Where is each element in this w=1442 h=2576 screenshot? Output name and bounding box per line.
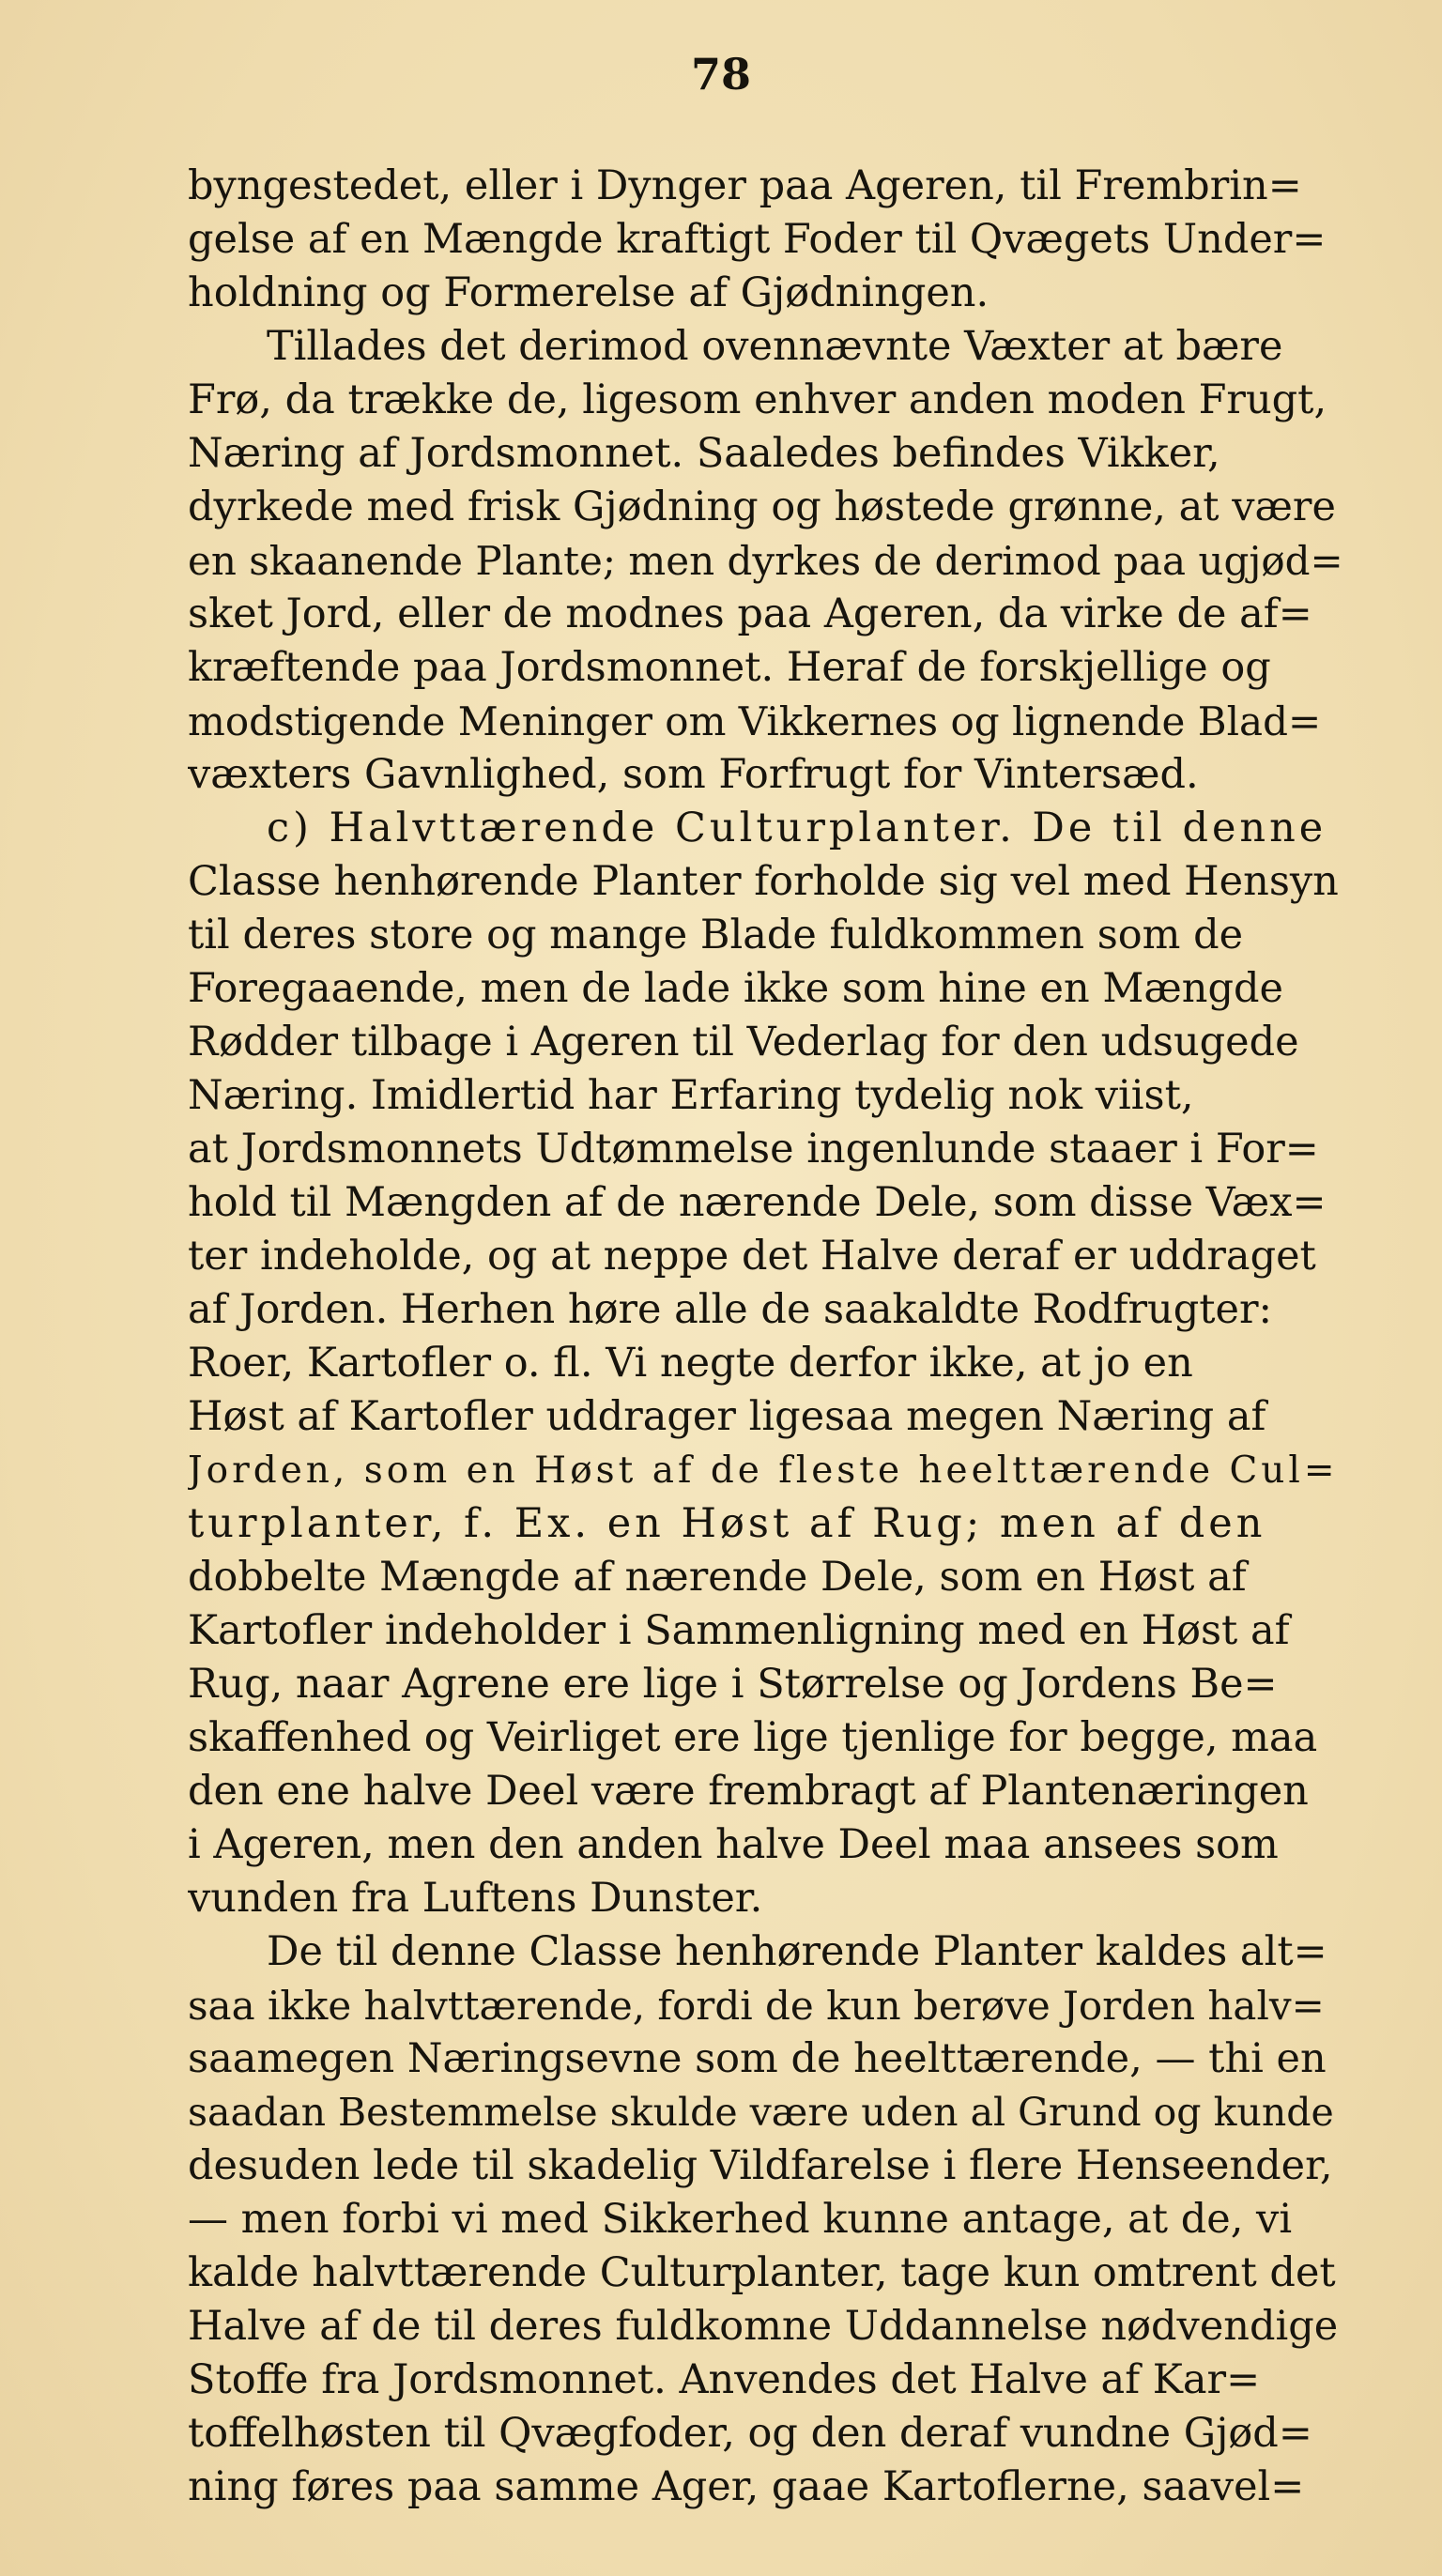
text-line: Classe henhørende Planter forholde sig vel med Hensyn: [188, 858, 1339, 905]
text-line: Halve af de til deres fuldkomne Uddannelse nødvendige: [188, 2303, 1339, 2350]
text-line: saa ikke halvttærende, fordi de kun berøve Jorden halv=: [188, 1983, 1325, 2029]
text-line: hold til Mængden af de nærende Dele, som disse Væx=: [188, 1179, 1327, 1226]
text-line: De til denne Classe henhørende Planter kaldes alt=: [267, 1928, 1327, 1975]
text-line: Roer, Kartofler o. fl. Vi negte derfor ikke, at jo en: [188, 1340, 1193, 1387]
text-line: Kartofler indeholder i Sammenligning med en Høst af: [188, 1607, 1290, 1654]
text-line: Foregaaende, men de lade ikke som hine en Mængde: [188, 965, 1283, 1012]
text-line: til deres store og mange Blade fuldkommen som de: [188, 912, 1244, 958]
text-line: sket Jord, eller de modnes paa Ageren, da virke de af=: [188, 590, 1312, 637]
text-line: vunden fra Luftens Dunster.: [188, 1875, 763, 1922]
text-line: saadan Bestemmelse skulde være uden al Grund og kunde: [188, 2090, 1334, 2135]
text-line: en skaanende Plante; men dyrkes de derimod paa ugjød=: [188, 538, 1343, 584]
text-line: ter indeholde, og at neppe det Halve deraf er uddraget: [188, 1233, 1316, 1280]
text-line: Næring af Jordsmonnet. Saaledes befindes Vikker,: [188, 430, 1220, 477]
text-line: Frø, da trække de, ligesom enhver anden moden Frugt,: [188, 376, 1327, 423]
body-text: [188, 160, 1344, 2514]
text-line: den ene halve Deel være frembragt af Plantenæringen: [188, 1768, 1309, 1815]
text-line: desuden lede til skadelig Vildfarelse i flere Henseender,: [188, 2142, 1333, 2189]
text-line: Rødder tilbage i Ageren til Vederlag for den udsugede: [188, 1019, 1299, 1066]
text-line: at Jordsmonnets Udtømmelse ingenlunde staaer i For=: [188, 1126, 1319, 1173]
text-line: Næring. Imidlertid har Erfaring tydelig nok viist,: [188, 1072, 1194, 1119]
text-line: dyrkede med frisk Gjødning og høstede grønne, at være: [188, 483, 1336, 530]
text-line: Tillades det derimod ovennævnte Væxter at bære: [267, 323, 1283, 370]
text-line: dobbelte Mængde af nærende Dele, som en Høst af: [188, 1554, 1247, 1601]
text-line: i Ageren, men den anden halve Deel maa ansees som: [188, 1821, 1279, 1868]
text-line: byngestedet, eller i Dynger paa Ageren, til Frembrin=: [188, 162, 1302, 209]
text-line: af Jorden. Herhen høre alle de saakaldte Rodfrugter:: [188, 1286, 1273, 1333]
text-line: skaffenhed og Veirliget ere lige tjenlige for begge, maa: [188, 1714, 1318, 1761]
text-line: Høst af Kartofler uddrager ligesaa megen Næring af: [188, 1393, 1266, 1440]
text-line: kalde halvttærende Culturplanter, tage kun omtrent det: [188, 2249, 1336, 2296]
text-line: kræftende paa Jordsmonnet. Heraf de forskjellige og: [188, 644, 1271, 691]
page-number: 78: [690, 49, 751, 100]
text-line: Stoffe fra Jordsmonnet. Anvendes det Halve af Kar=: [188, 2356, 1261, 2403]
text-line: c) Halvttærende Culturplanter. De til denne: [267, 805, 1327, 851]
text-line: væxters Gavnlighed, som Forfrugt for Vintersæd.: [188, 751, 1199, 798]
text-line: Rug, naar Agrene ere lige i Størrelse og Jordens Be=: [188, 1661, 1278, 1708]
text-line: Jorden, som en Høst af de fleste heelttærende Cul=: [188, 1449, 1339, 1492]
text-line: holdning og Formerelse af Gjødningen.: [188, 269, 989, 316]
text-line: saamegen Næringsevne som de heelttærende, — thi en: [188, 2035, 1327, 2082]
text-line: turplanter, f. Ex. en Høst af Rug; men af den: [188, 1500, 1266, 1547]
text-line: — men forbi vi med Sikkerhed kunne antage, at de, vi: [188, 2196, 1293, 2243]
text-line: modstigende Meninger om Vikkernes og lignende Blad=: [188, 698, 1322, 744]
text-line: toffelhøsten til Qvægfoder, og den deraf vundne Gjød=: [188, 2410, 1312, 2457]
text-line: ning føres paa samme Ager, gaae Kartoflerne, saavel=: [188, 2463, 1305, 2510]
text-line: gelse af en Mængde kraftigt Foder til Qvægets Under=: [188, 216, 1327, 263]
